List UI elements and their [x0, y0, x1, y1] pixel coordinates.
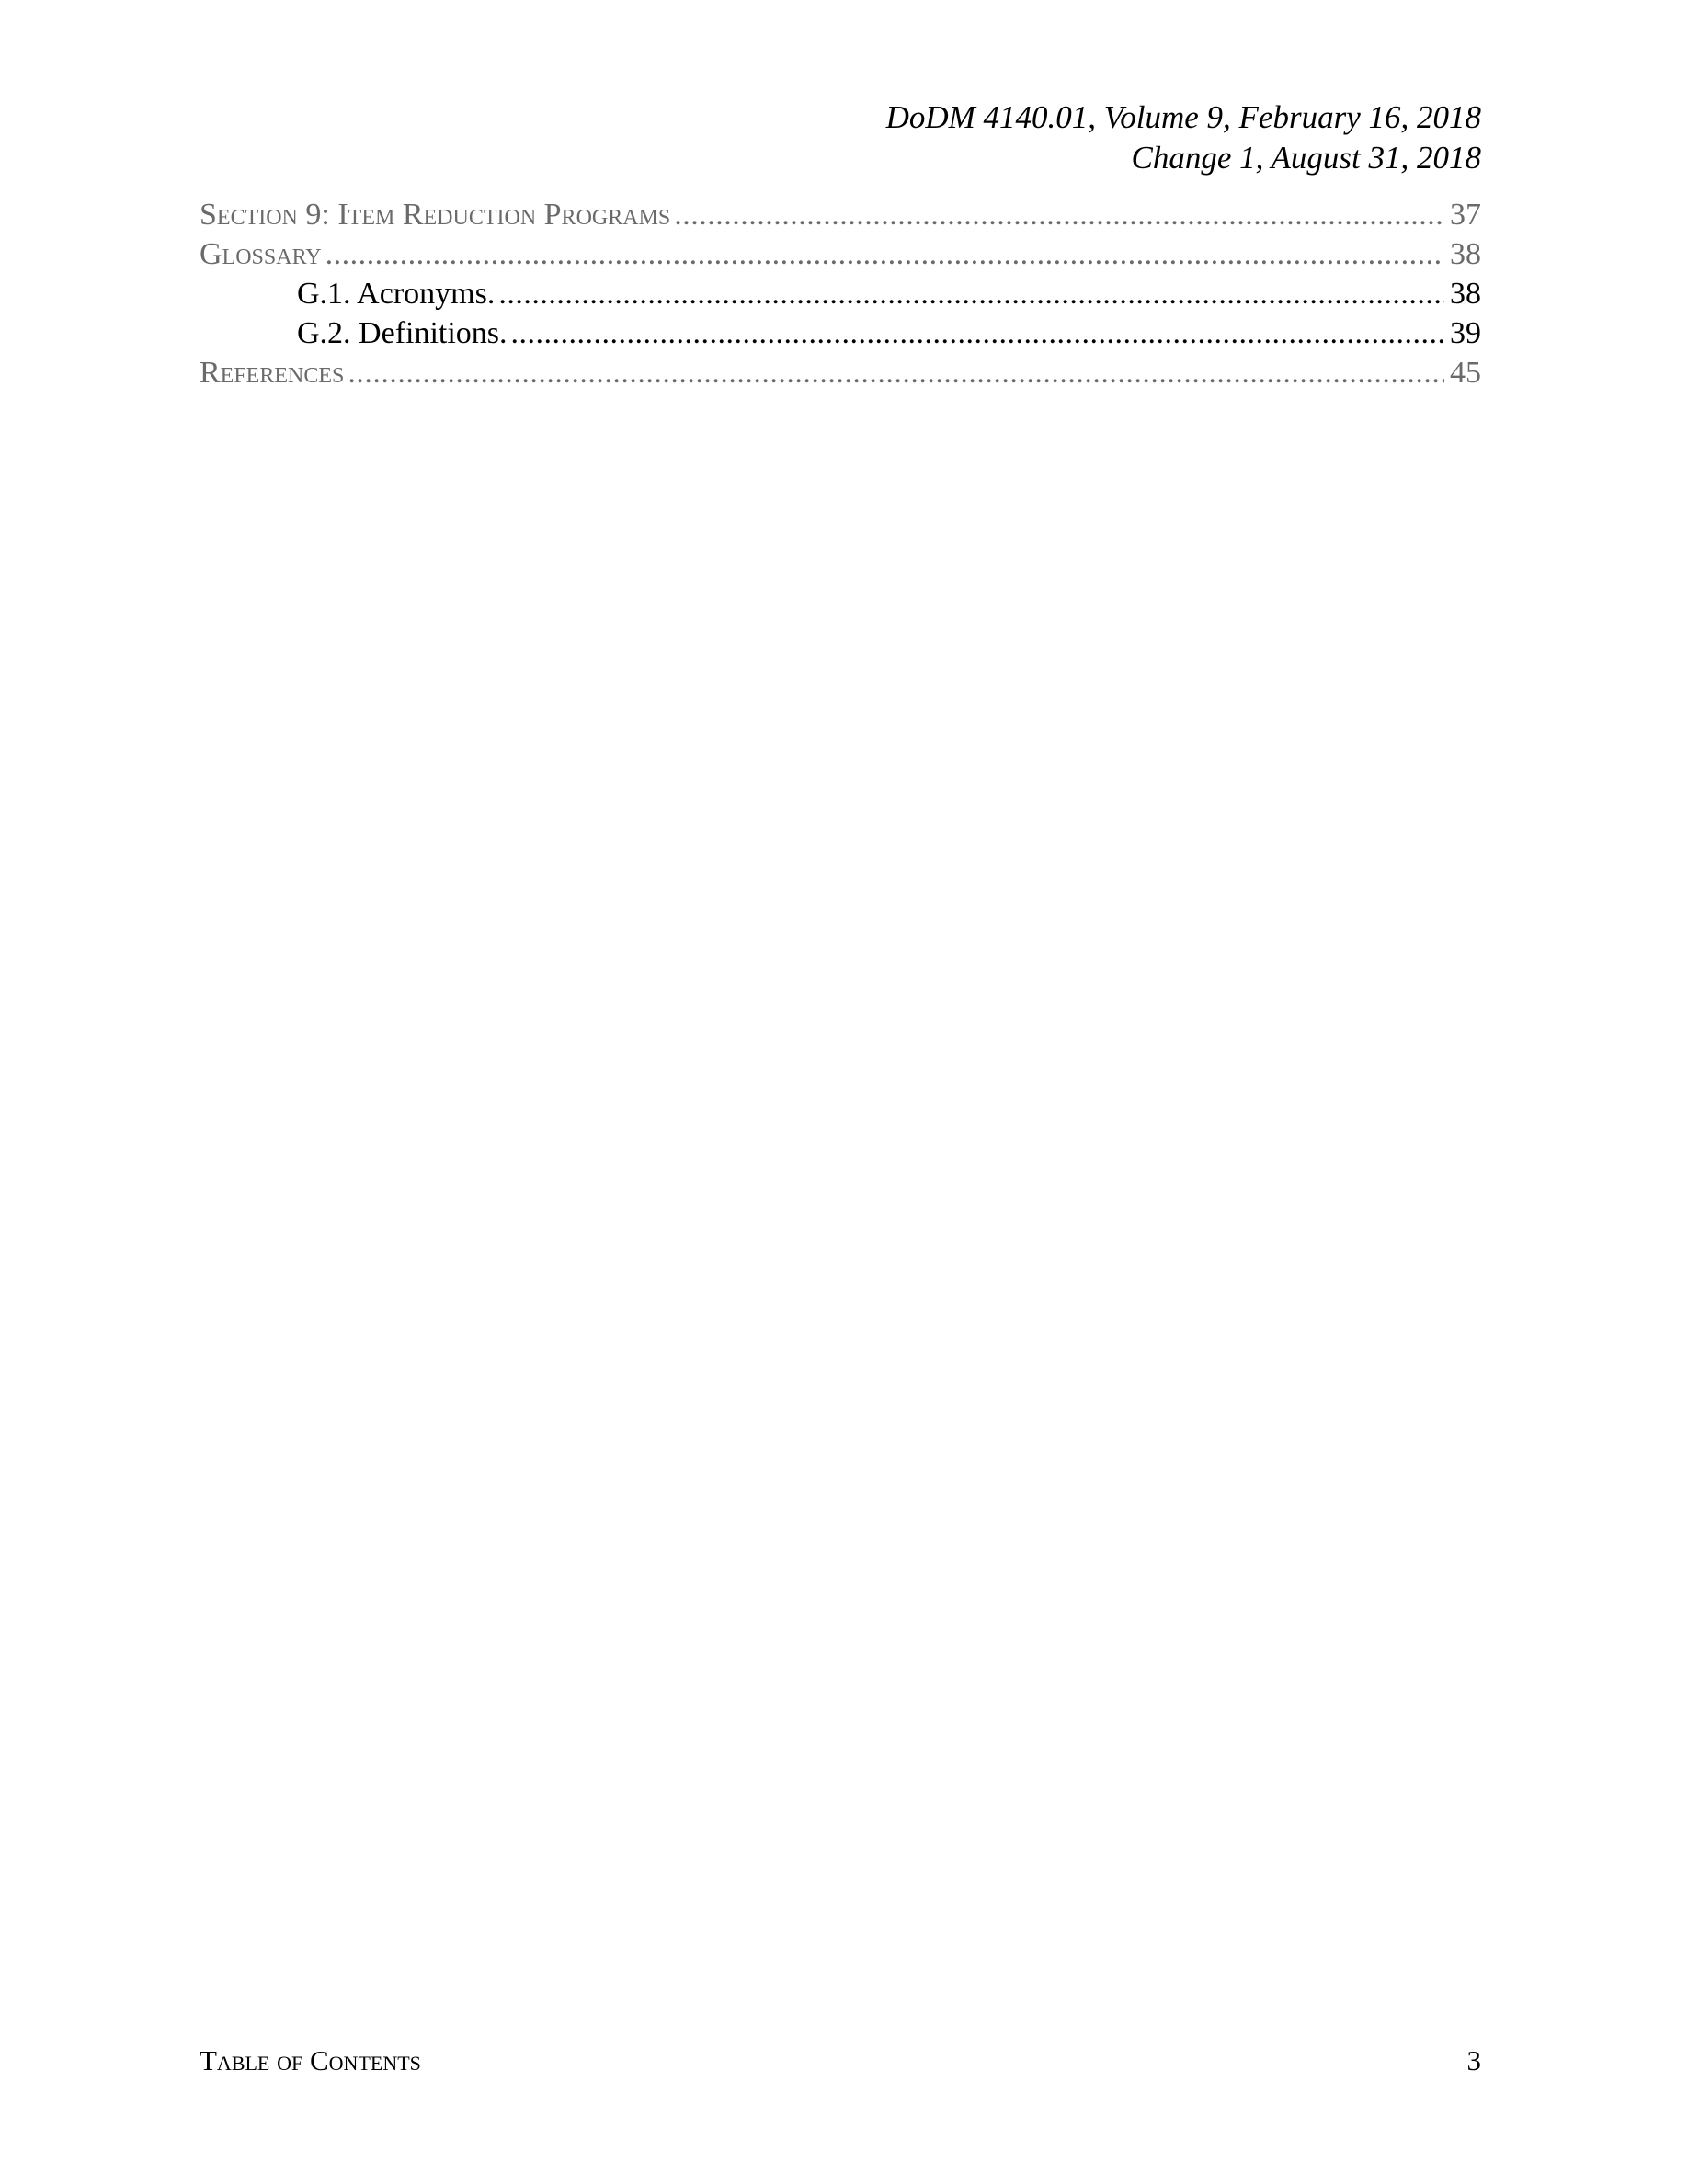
toc-entry-page: 39 [1450, 316, 1481, 350]
toc-entry-references[interactable] [200, 353, 1481, 392]
toc-entry-title: Glossary [200, 237, 322, 271]
toc-entry-page: 38 [1450, 237, 1481, 271]
table-of-contents [200, 195, 1481, 392]
toc-entry-title: References [200, 356, 345, 390]
toc-dot-leader [511, 313, 1444, 353]
header-change-line: Change 1, August 31, 2018 [1131, 140, 1481, 176]
toc-entry-acronyms[interactable] [200, 274, 1481, 313]
document-header [886, 97, 1481, 178]
toc-entry-section-9[interactable] [200, 195, 1481, 234]
toc-entry-definitions[interactable] [200, 313, 1481, 353]
toc-entry-title: Section 9: Item Reduction Programs [200, 198, 671, 232]
footer-section-label: Table of Contents [200, 2044, 421, 2076]
footer-page-number: 3 [1466, 2044, 1481, 2076]
toc-entry-glossary[interactable] [200, 234, 1481, 274]
toc-dot-leader [348, 353, 1444, 392]
toc-dot-leader [674, 195, 1444, 234]
toc-dot-leader [325, 234, 1444, 274]
toc-entry-page: 45 [1450, 356, 1481, 390]
toc-entry-page: 38 [1450, 277, 1481, 311]
toc-entry-page: 37 [1450, 198, 1481, 232]
document-footer [200, 2042, 1481, 2079]
header-title-line: DoDM 4140.01, Volume 9, February 16, 2018 [885, 99, 1481, 135]
toc-entry-title: G.2. Definitions. [297, 316, 508, 350]
toc-dot-leader [498, 274, 1444, 313]
toc-entry-title: G.1. Acronyms. [297, 277, 496, 311]
